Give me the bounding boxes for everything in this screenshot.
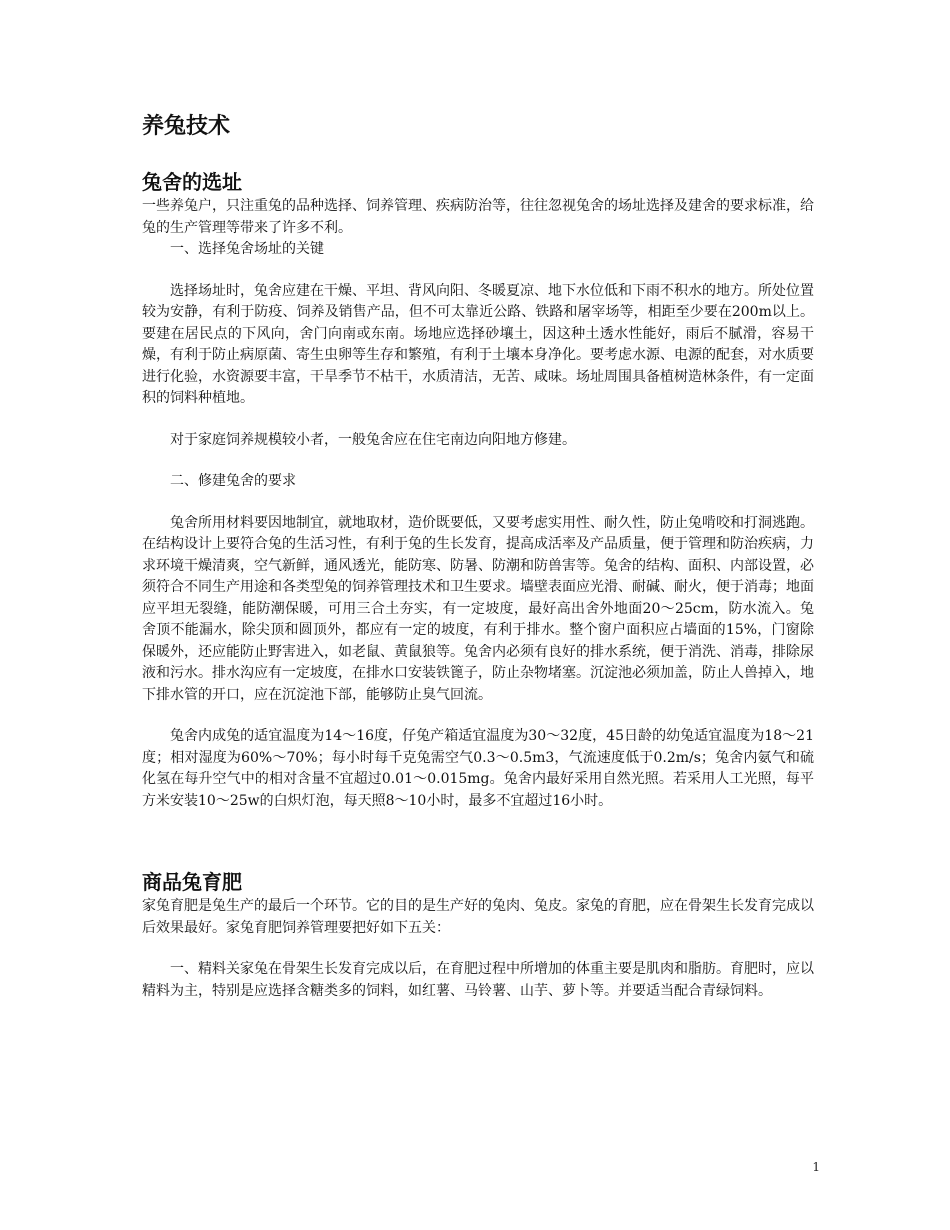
paragraph-concentrate-feed: 一、精料关家兔在骨架生长发育完成以后，在育肥过程中所增加的体重主要是肌肉和脂肪。育肥时，应以精料为主，特别是应选择含糖类多的饲料，如红薯、马铃薯、山芋、萝卜等。并要适当配合青绿饲料。 [142, 961, 814, 999]
paragraph-site-selection: 选择场址时，兔舍应建在干燥、平坦、背风向阳、冬暖夏凉、地下水位低和下雨不积水的地方。所处位置较为安静，有利于防疫、饲养及销售产品，但不可太靠近公路、铁路和屠宰场等，相距至少要在200m以上。要建在居民点的下风向，舍门向南或东南。场地应选择砂壤土，因这种土透水性能好，雨后不腻滑，容易干燥，有利于防止病原菌、寄生虫卵等生存和繁殖，有利于土壤本身净化。要考虑水源、电源的配套，对水质要进行化验，水资源要丰富，干旱季节不枯干，水质清洁，无苦、咸味。场址周围具备植树造林条件，有一定面积的饲料种植地。 [142, 282, 814, 406]
paragraph-environment-params: 兔舍内成兔的适宜温度为14～16度，仔兔产箱适宜温度为30～32度，45日龄的幼兔适宜温度为18～21度；相对湿度为60%～70%；每小时每千克兔需空气0.3～0.5m3，气流速度低于0.2m/s；兔舍内氨气和硫化氢在每升空气中的相对含量不宜超过0.01～0.015mg。兔舍内最好采用自然光照。若采用人工光照，每平方米安装10～25w的白炽灯泡，每天照8～10小时，最多不宜超过16小时。 [142, 728, 814, 809]
paragraph-gap [142, 706, 814, 726]
paragraph-gap [142, 410, 814, 430]
paragraph-small-scale: 对于家庭饲养规模较小者，一般兔舍应在住宅南边向阳地方修建。 [170, 431, 576, 448]
section-fattening [142, 868, 814, 1002]
document-title: 养兔技术 [142, 114, 231, 139]
paragraph-building-materials: 兔舍所用材料要因地制宜，就地取材，造价既要低，又要考虑实用性、耐久性，防止兔啃咬和打洞逃跑。在结构设计上要符合兔的生活习性，有利于兔的生长发育，提高成活率及产品质量，便于管理和防治疾病，力求环境干燥清爽，空气新鲜，通风透光，能防寒、防暑、防潮和防兽害等。兔舍的结构、面积、内部设置，必须符合不同生产用途和各类型兔的饲养管理技术和卫生要求。墙壁表面应光滑、耐碱、耐火，便于消毒；地面应平坦无裂缝，能防潮保暖，可用三合土夯实，有一定坡度，最好高出舍外地面20～25cm，防水流入。兔舍顶不能漏水，除尖顶和圆顶外，都应有一定的坡度，有利于排水。整个窗户面积应占墙面的15%，门窗除保暖外，还应能防止野害进入，如老鼠、黄鼠狼等。兔舍内必须有良好的排水系统，便于消洗、消毒，排除尿液和污水。排水沟应有一定坡度，在排水口安装铁篦子，防止杂物堵塞。沉淀池必须加盖，防止人兽掉入，地下排水管的开口，应在沉淀池下部，能够防止臭气回流。 [142, 514, 814, 703]
section-rabbit-house-site [142, 168, 814, 812]
paragraph-gap [142, 939, 814, 959]
paragraph-gap [142, 493, 814, 513]
paragraph-gap [142, 261, 814, 281]
document-page [142, 112, 814, 1002]
section-gap [142, 812, 814, 868]
section-heading: 兔舍的选址 [142, 170, 242, 194]
page-number: 1 [812, 1160, 820, 1174]
subheading-site-key: 一、选择兔舍场址的关键 [170, 241, 324, 257]
subheading-building-requirements: 二、修建兔舍的要求 [170, 473, 296, 489]
section-intro: 家兔育肥是兔生产的最后一个环节。它的目的是生产好的兔肉、兔皮。家兔的育肥，应在骨架生长发育完成以后效果最好。家兔育肥饲养管理要把好如下五关： [142, 898, 814, 936]
paragraph-gap [142, 451, 814, 471]
section-intro: 一些养兔户，只注重兔的品种选择、饲养管理、疾病防治等，往往忽视兔舍的场址选择及建舍的要求标准，给兔的生产管理等带来了许多不利。 [142, 198, 814, 236]
section-heading: 商品兔育肥 [142, 870, 242, 894]
